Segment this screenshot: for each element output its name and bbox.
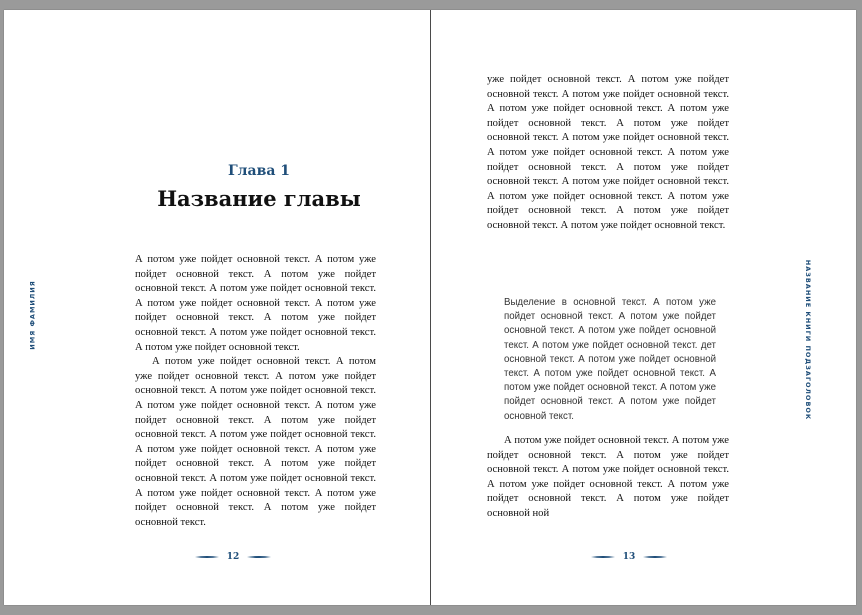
left-body-text <box>135 253 376 530</box>
right-page <box>431 10 856 605</box>
left-page <box>4 10 430 605</box>
author-running-head <box>26 275 40 355</box>
ornament-icon <box>643 555 667 559</box>
page-number: 12 <box>226 552 240 562</box>
chapter-title: Название главы <box>157 186 361 211</box>
chapter-label: Глава 1 <box>227 163 291 179</box>
paragraph: уже пойдет основной текст. А потом уже пойдет основной текст. А потом уже пойдет основной текст. А потом уже пойдет основной текст. А потом уже пойдет основной текст. А потом уже пойдет основной текст. А потом уже пойдет основной текст. А потом уже пойдет основной текст. А потом уже пойдет основной текст. А потом уже пойдет основной текст. А потом уже пойдет основной текст. А потом уже пойдет основной текст. А потом уже пойдет основной текст. А потом уже пойдет основной текст. А потом уже пойдет основной текст. <box>487 74 729 231</box>
paragraph: А потом уже пойдет основной текст. А потом уже пойдет основной текст. А потом уже пойдет основной текст. А потом уже пойдет основной текст. А потом уже пойдет основной текст. А потом уже пойдет основной текст. А потом уже пойдет основной ной <box>487 435 729 519</box>
right-body-text-top <box>487 73 729 234</box>
right-body-text-bottom <box>487 434 729 522</box>
page-number: 13 <box>622 552 636 562</box>
paragraph: А потом уже пойдет основной текст. А потом уже пойдет основной текст. А потом уже пойдет основной текст. А потом уже пойдет основной текст. А потом уже пойдет основной текст. А потом уже пойдет основной текст. А потом уже пойдет основной текст. А потом уже пойдет основной текст. А потом уже пойдет основной текст. А потом уже пойдет основной текст. А потом уже пойдет основной текст. А потом уже пойдет основной текст. А потом уже пойдет основной текст. А потом уже пойдет основной текст. А потом уже пойдет основной текст. <box>135 356 376 528</box>
paragraph: А потом уже пойдет основной текст. А потом уже пойдет основной текст. А потом уже пойдет основной текст. А потом уже пойдет основной текст. А потом уже пойдет основной текст. А потом уже пойдет основной текст. А потом уже пойдет основной текст. А потом уже пойдет основной текст. А потом уже пойдет основной текст. <box>135 254 376 353</box>
page-number-footer <box>584 551 674 563</box>
page-number-footer <box>188 551 278 563</box>
ornament-icon <box>195 555 219 559</box>
book-spread <box>4 10 856 605</box>
ornament-icon <box>591 555 615 559</box>
book-title: НАЗВАНИЕ КНИГИ ПОДЗАГОЛОВОК <box>804 259 813 421</box>
book-title-running-head <box>801 259 815 421</box>
ornament-icon <box>247 555 271 559</box>
highlight-block: Выделение в основной текст. А потом уже пойдет основной текст. А потом уже пойдет основной текст. А потом уже пойдет основной текст. А потом уже пойдет основной текст. дет основной текст. А потом уже пойдет основной текст. А потом уже пойдет основной текст. А потом уже пойдет основной текст. А потом уже пойдет основной текст. А потом уже пойдет основной текст. <box>504 297 716 422</box>
author-name: ИМЯ ФАМИЛИЯ <box>29 280 37 350</box>
